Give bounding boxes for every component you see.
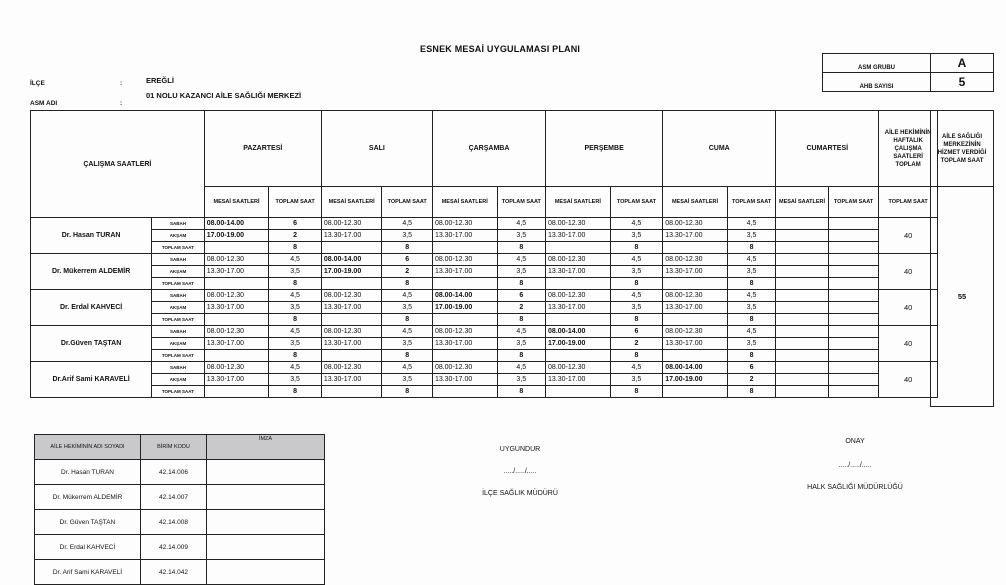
hours-cell: 4,5: [382, 218, 433, 230]
doctor-name: Dr. Erdal KAHVECİ: [31, 290, 152, 326]
hours-cell: 8: [610, 314, 663, 326]
table-row: [31, 230, 938, 242]
hours-cell: [828, 350, 878, 362]
hours-cell: 3,5: [610, 230, 663, 242]
mesai-saatleri-header: MESAİ SAATLERİ: [204, 187, 269, 218]
toplam-saat-header: TOPLAM SAAT: [382, 187, 433, 218]
sig-doctor-name: Dr. Arif Sami KARAVELİ: [35, 560, 141, 585]
time-range-cell: 08.00-12.30: [432, 254, 497, 266]
hours-cell: [828, 386, 878, 398]
hours-cell: [828, 242, 878, 254]
time-range-cell: 08.00-12.30: [663, 218, 728, 230]
onay-date: ...../...../.....: [838, 462, 872, 469]
hours-cell: 4,5: [497, 362, 545, 374]
hours-cell: [828, 362, 878, 374]
hours-cell: 4,5: [610, 362, 663, 374]
table-row: [31, 218, 938, 230]
table-row: [31, 254, 938, 266]
time-range-cell: 13.30-17.00: [432, 338, 497, 350]
time-range-cell: 13.30-17.00: [663, 338, 728, 350]
table-row: [31, 350, 938, 362]
hours-cell: 4,5: [497, 326, 545, 338]
time-range-cell: [432, 386, 497, 398]
slot-label: TOPLAM SAAT: [152, 386, 205, 398]
time-range-cell: [546, 314, 611, 326]
time-range-cell: 13.30-17.00: [663, 230, 728, 242]
hours-cell: 8: [382, 386, 433, 398]
hours-cell: 4,5: [497, 218, 545, 230]
table-row: [31, 266, 938, 278]
hours-cell: 6: [382, 254, 433, 266]
time-range-cell: [776, 254, 829, 266]
uygundur-date: ...../...../.....: [503, 468, 537, 475]
time-range-cell: [432, 314, 497, 326]
weekly-toplam-header: TOPLAM SAAT: [879, 187, 938, 218]
time-range-cell: 08.00-12.30: [546, 290, 611, 302]
hours-cell: [828, 230, 878, 242]
hours-cell: [828, 326, 878, 338]
hours-cell: [828, 266, 878, 278]
sig-unit-code: 42.14.008: [141, 510, 207, 535]
time-range-cell: 08.00-14.00: [321, 254, 382, 266]
day-header-wednesday: ÇARŞAMBA: [432, 111, 545, 187]
time-range-cell: 08.00-12.30: [204, 254, 269, 266]
time-range-cell: 13.30-17.00: [204, 338, 269, 350]
time-range-cell: 17.00-19.00: [432, 302, 497, 314]
slot-label: AKŞAM: [152, 374, 205, 386]
time-range-cell: 17.00-19.00: [546, 338, 611, 350]
time-range-cell: 08.00-12.30: [432, 218, 497, 230]
time-range-cell: 17.00-19.00: [663, 374, 728, 386]
time-range-cell: [776, 242, 829, 254]
signature-row: [35, 535, 325, 560]
hours-cell: 6: [727, 362, 775, 374]
toplam-saat-header: TOPLAM SAAT: [269, 187, 322, 218]
time-range-cell: [321, 278, 382, 290]
slot-label: TOPLAM SAAT: [152, 314, 205, 326]
time-range-cell: [776, 362, 829, 374]
hours-cell: 2: [497, 302, 545, 314]
sig-unit-code: 42.14.009: [141, 535, 207, 560]
time-range-cell: 13.30-17.00: [663, 302, 728, 314]
hours-cell: 8: [269, 314, 322, 326]
hours-cell: 3,5: [382, 302, 433, 314]
hours-cell: [828, 290, 878, 302]
sig-signature-field[interactable]: [207, 510, 325, 535]
time-range-cell: 13.30-17.00: [321, 302, 382, 314]
time-range-cell: 08.00-12.30: [546, 254, 611, 266]
day-header-tuesday: SALI: [321, 111, 432, 187]
hours-cell: 4,5: [269, 362, 322, 374]
table-row: [31, 302, 938, 314]
time-range-cell: [776, 314, 829, 326]
weekly-total-cell: 40: [879, 326, 938, 362]
time-range-cell: 13.30-17.00: [321, 338, 382, 350]
sig-signature-field[interactable]: [207, 460, 325, 485]
slot-label: TOPLAM SAAT: [152, 350, 205, 362]
table-row: [31, 326, 938, 338]
table-row: [31, 290, 938, 302]
time-range-cell: 13.30-17.00: [321, 374, 382, 386]
time-range-cell: [663, 314, 728, 326]
sig-doctor-name: Dr. Erdal KAHVECİ: [35, 535, 141, 560]
time-range-cell: 08.00-12.30: [204, 326, 269, 338]
table-row: [31, 362, 938, 374]
sig-signature-field[interactable]: [207, 535, 325, 560]
time-range-cell: [776, 374, 829, 386]
ilce-colon: :: [120, 80, 123, 87]
signature-table: [34, 434, 325, 585]
asm-colon: :: [120, 100, 123, 107]
hours-cell: 4,5: [727, 326, 775, 338]
ilce-value: EREĞLİ: [146, 76, 174, 85]
hours-cell: [828, 278, 878, 290]
time-range-cell: 17.00-19.00: [321, 266, 382, 278]
weekly-total-cell: 40: [879, 362, 938, 398]
asm-grubu-value: A: [931, 54, 994, 73]
hours-cell: 3,5: [269, 302, 322, 314]
hours-cell: [828, 374, 878, 386]
hours-cell: [828, 338, 878, 350]
time-range-cell: [432, 278, 497, 290]
hours-cell: 3,5: [382, 338, 433, 350]
time-range-cell: 08.00-12.30: [204, 362, 269, 374]
hours-cell: 2: [269, 230, 322, 242]
time-range-cell: 08.00-12.30: [663, 290, 728, 302]
signature-row: [35, 560, 325, 585]
mesai-saatleri-header: MESAİ SAATLERİ: [432, 187, 497, 218]
hours-cell: 4,5: [727, 290, 775, 302]
halk-mudurlugu-label: HALK SAĞLIĞI MÜDÜRLÜĞÜ: [807, 484, 903, 491]
time-range-cell: 17.00-19.00: [204, 230, 269, 242]
asm-value: 01 NOLU KAZANCI AİLE SAĞLIĞI MERKEZİ: [146, 91, 302, 100]
hours-cell: 3,5: [497, 338, 545, 350]
weekly-total-cell: 40: [879, 254, 938, 290]
time-range-cell: [776, 350, 829, 362]
hours-cell: 8: [610, 386, 663, 398]
weekly-total-cell: 40: [879, 290, 938, 326]
hours-cell: 4,5: [382, 362, 433, 374]
hours-cell: 3,5: [382, 374, 433, 386]
hours-cell: 8: [269, 278, 322, 290]
hours-cell: 8: [727, 278, 775, 290]
time-range-cell: 13.30-17.00: [321, 230, 382, 242]
toplam-saat-header: TOPLAM SAAT: [727, 187, 775, 218]
onay-label: ONAY: [845, 438, 865, 445]
toplam-saat-header: TOPLAM SAAT: [610, 187, 663, 218]
time-range-cell: [432, 350, 497, 362]
table-row: [31, 278, 938, 290]
time-range-cell: 08.00-12.30: [321, 290, 382, 302]
hours-cell: 4,5: [727, 218, 775, 230]
slot-label: TOPLAM SAAT: [152, 242, 205, 254]
hours-cell: 6: [610, 326, 663, 338]
time-range-cell: [204, 278, 269, 290]
hours-cell: 8: [727, 314, 775, 326]
sig-header-name: AİLE HEKİMİNİN ADI SOYADI: [35, 435, 141, 460]
time-range-cell: [776, 230, 829, 242]
hours-cell: 8: [727, 242, 775, 254]
sig-unit-code: 42.14.007: [141, 485, 207, 510]
slot-label: AKŞAM: [152, 266, 205, 278]
time-range-cell: [663, 242, 728, 254]
hours-cell: 3,5: [382, 230, 433, 242]
time-range-cell: [776, 326, 829, 338]
hours-cell: 8: [497, 350, 545, 362]
hours-cell: 2: [382, 266, 433, 278]
time-range-cell: [204, 386, 269, 398]
table-row: [31, 314, 938, 326]
hours-cell: 2: [610, 338, 663, 350]
hours-cell: 3,5: [727, 338, 775, 350]
time-range-cell: 08.00-12.30: [663, 254, 728, 266]
center-total-value: 55: [931, 187, 994, 407]
hours-cell: 8: [382, 314, 433, 326]
hours-cell: 8: [497, 278, 545, 290]
time-range-cell: [776, 338, 829, 350]
time-range-cell: 13.30-17.00: [546, 230, 611, 242]
time-range-cell: 13.30-17.00: [546, 266, 611, 278]
hours-cell: 3,5: [727, 230, 775, 242]
hours-cell: 4,5: [727, 254, 775, 266]
doctor-name: Dr.Arif Sami KARAVELİ: [31, 362, 152, 398]
slot-label: AKŞAM: [152, 338, 205, 350]
hours-cell: 8: [269, 350, 322, 362]
hours-cell: 3,5: [610, 302, 663, 314]
time-range-cell: 08.00-12.30: [432, 326, 497, 338]
mesai-saatleri-header: MESAİ SAATLERİ: [546, 187, 611, 218]
time-range-cell: 08.00-14.00: [663, 362, 728, 374]
hours-cell: 3,5: [497, 266, 545, 278]
hours-cell: 4,5: [269, 254, 322, 266]
time-range-cell: 13.30-17.00: [432, 266, 497, 278]
hours-cell: [828, 302, 878, 314]
hours-cell: 4,5: [610, 218, 663, 230]
hours-cell: 3,5: [497, 374, 545, 386]
time-range-cell: 08.00-12.30: [204, 290, 269, 302]
time-range-cell: [776, 302, 829, 314]
hours-cell: 4,5: [382, 326, 433, 338]
hours-cell: 3,5: [727, 302, 775, 314]
time-range-cell: [204, 242, 269, 254]
time-range-cell: 13.30-17.00: [432, 374, 497, 386]
time-range-cell: 13.30-17.00: [204, 374, 269, 386]
ilce-mudurlugu-label: İLÇE SAĞLIK MÜDÜRÜ: [482, 490, 558, 497]
weekly-total-header: AİLE HEKİMİNİN HAFTALIK ÇALIŞMA SAATLERİ TOPLAM: [879, 111, 938, 187]
time-range-cell: 13.30-17.00: [204, 266, 269, 278]
sig-signature-field[interactable]: [207, 560, 325, 585]
time-range-cell: [776, 290, 829, 302]
slot-label: SABAH: [152, 218, 205, 230]
mesai-saatleri-header: MESAİ SAATLERİ: [776, 187, 829, 218]
time-range-cell: 13.30-17.00: [204, 302, 269, 314]
hours-cell: 8: [382, 242, 433, 254]
asm-grubu-label: ASM GRUBU: [823, 54, 931, 73]
slot-label: SABAH: [152, 254, 205, 266]
doctor-name: Dr. Hasan TURAN: [31, 218, 152, 254]
center-total-column: [930, 110, 994, 407]
time-range-cell: 08.00-12.30: [321, 218, 382, 230]
time-range-cell: [776, 278, 829, 290]
time-range-cell: [663, 386, 728, 398]
time-range-cell: 08.00-12.30: [546, 362, 611, 374]
hours-cell: 6: [269, 218, 322, 230]
time-range-cell: 13.30-17.00: [546, 374, 611, 386]
time-range-cell: [776, 386, 829, 398]
hours-cell: 4,5: [382, 290, 433, 302]
hours-cell: 8: [727, 350, 775, 362]
hours-cell: [828, 314, 878, 326]
asm-info-box: [822, 53, 994, 92]
slot-label: TOPLAM SAAT: [152, 278, 205, 290]
hours-cell: 3,5: [610, 374, 663, 386]
time-range-cell: [546, 242, 611, 254]
time-range-cell: [546, 278, 611, 290]
hours-cell: 8: [497, 314, 545, 326]
sig-doctor-name: Dr. Mükerrem ALDEMİR: [35, 485, 141, 510]
slot-label: SABAH: [152, 290, 205, 302]
time-range-cell: 08.00-14.00: [546, 326, 611, 338]
hours-cell: 8: [497, 386, 545, 398]
hours-cell: 8: [610, 278, 663, 290]
slot-label: SABAH: [152, 326, 205, 338]
doctor-name: Dr.Güven TAŞTAN: [31, 326, 152, 362]
hours-cell: 8: [382, 278, 433, 290]
hours-cell: 8: [497, 242, 545, 254]
hours-cell: 3,5: [269, 266, 322, 278]
hours-cell: [828, 218, 878, 230]
hours-cell: 8: [382, 350, 433, 362]
time-range-cell: [663, 350, 728, 362]
time-range-cell: [663, 278, 728, 290]
slot-label: SABAH: [152, 362, 205, 374]
hours-cell: 3,5: [727, 266, 775, 278]
time-range-cell: [776, 218, 829, 230]
sig-header-signature: İMZA: [207, 435, 325, 460]
time-range-cell: 08.00-14.00: [204, 218, 269, 230]
doctor-name: Dr. Mükerrem ALDEMİR: [31, 254, 152, 290]
hours-cell: 8: [269, 386, 322, 398]
time-range-cell: [204, 350, 269, 362]
time-range-cell: 13.30-17.00: [546, 302, 611, 314]
sig-unit-code: 42.14.042: [141, 560, 207, 585]
weekly-total-cell: 40: [879, 218, 938, 254]
hours-cell: 6: [497, 290, 545, 302]
calisma-header: ÇALIŞMA SAATLERİ: [31, 111, 205, 218]
ahb-label: AHB SAYISI: [823, 73, 931, 92]
toplam-saat-header: TOPLAM SAAT: [497, 187, 545, 218]
hours-cell: 8: [610, 350, 663, 362]
time-range-cell: 08.00-12.30: [546, 218, 611, 230]
asm-label: ASM ADI: [30, 100, 58, 107]
time-range-cell: [321, 242, 382, 254]
toplam-saat-header: TOPLAM SAAT: [828, 187, 878, 218]
ilce-label: İLÇE: [30, 80, 45, 87]
sig-signature-field[interactable]: [207, 485, 325, 510]
hours-cell: 4,5: [269, 326, 322, 338]
mesai-saatleri-header: MESAİ SAATLERİ: [663, 187, 728, 218]
slot-label: AKŞAM: [152, 230, 205, 242]
time-range-cell: [546, 350, 611, 362]
day-header-monday: PAZARTESİ: [204, 111, 321, 187]
slot-label: AKŞAM: [152, 302, 205, 314]
signature-row: [35, 485, 325, 510]
hours-cell: 8: [727, 386, 775, 398]
time-range-cell: [204, 314, 269, 326]
hours-cell: 4,5: [610, 254, 663, 266]
day-header-thursday: PERŞEMBE: [546, 111, 663, 187]
sig-unit-code: 42.14.006: [141, 460, 207, 485]
time-range-cell: 13.30-17.00: [432, 230, 497, 242]
time-range-cell: [546, 386, 611, 398]
time-range-cell: [432, 242, 497, 254]
hours-cell: 3,5: [497, 230, 545, 242]
hours-cell: 3,5: [610, 266, 663, 278]
time-range-cell: [321, 386, 382, 398]
time-range-cell: [321, 350, 382, 362]
hours-cell: 3,5: [269, 374, 322, 386]
hours-cell: 2: [727, 374, 775, 386]
signature-row: [35, 460, 325, 485]
time-range-cell: [776, 266, 829, 278]
hours-cell: 4,5: [269, 290, 322, 302]
time-range-cell: 08.00-12.30: [432, 362, 497, 374]
uygundur-label: UYGUNDUR: [499, 446, 541, 453]
mesai-saatleri-header: MESAİ SAATLERİ: [321, 187, 382, 218]
time-range-cell: 13.30-17.00: [663, 266, 728, 278]
hours-cell: 4,5: [610, 290, 663, 302]
day-header-friday: CUMA: [663, 111, 776, 187]
ahb-value: 5: [931, 73, 994, 92]
table-row: [31, 338, 938, 350]
signature-row: [35, 510, 325, 535]
time-range-cell: [321, 314, 382, 326]
sig-doctor-name: Dr. Güven TAŞTAN: [35, 510, 141, 535]
time-range-cell: 08.00-12.30: [663, 326, 728, 338]
sig-doctor-name: Dr. Hasan TURAN: [35, 460, 141, 485]
table-row: [31, 374, 938, 386]
time-range-cell: 08.00-14.00: [432, 290, 497, 302]
hours-cell: 8: [610, 242, 663, 254]
day-header-saturday: CUMARTESİ: [776, 111, 879, 187]
page-title: ESNEK MESAİ UYGULAMASI PLANI: [420, 44, 581, 54]
table-row: [31, 242, 938, 254]
hours-cell: 3,5: [269, 338, 322, 350]
sig-header-code: BİRİM KODU: [141, 435, 207, 460]
center-total-header: AİLE SAĞLIĞI MERKEZİNİN HİZMET VERDİĞİ TOPLAM SAAT: [931, 111, 994, 187]
hours-cell: 4,5: [497, 254, 545, 266]
hours-cell: 8: [269, 242, 322, 254]
hours-cell: [828, 254, 878, 266]
schedule-table: [30, 110, 938, 398]
time-range-cell: 08.00-12.30: [321, 326, 382, 338]
table-row: [31, 386, 938, 398]
time-range-cell: 08.00-12.30: [321, 362, 382, 374]
